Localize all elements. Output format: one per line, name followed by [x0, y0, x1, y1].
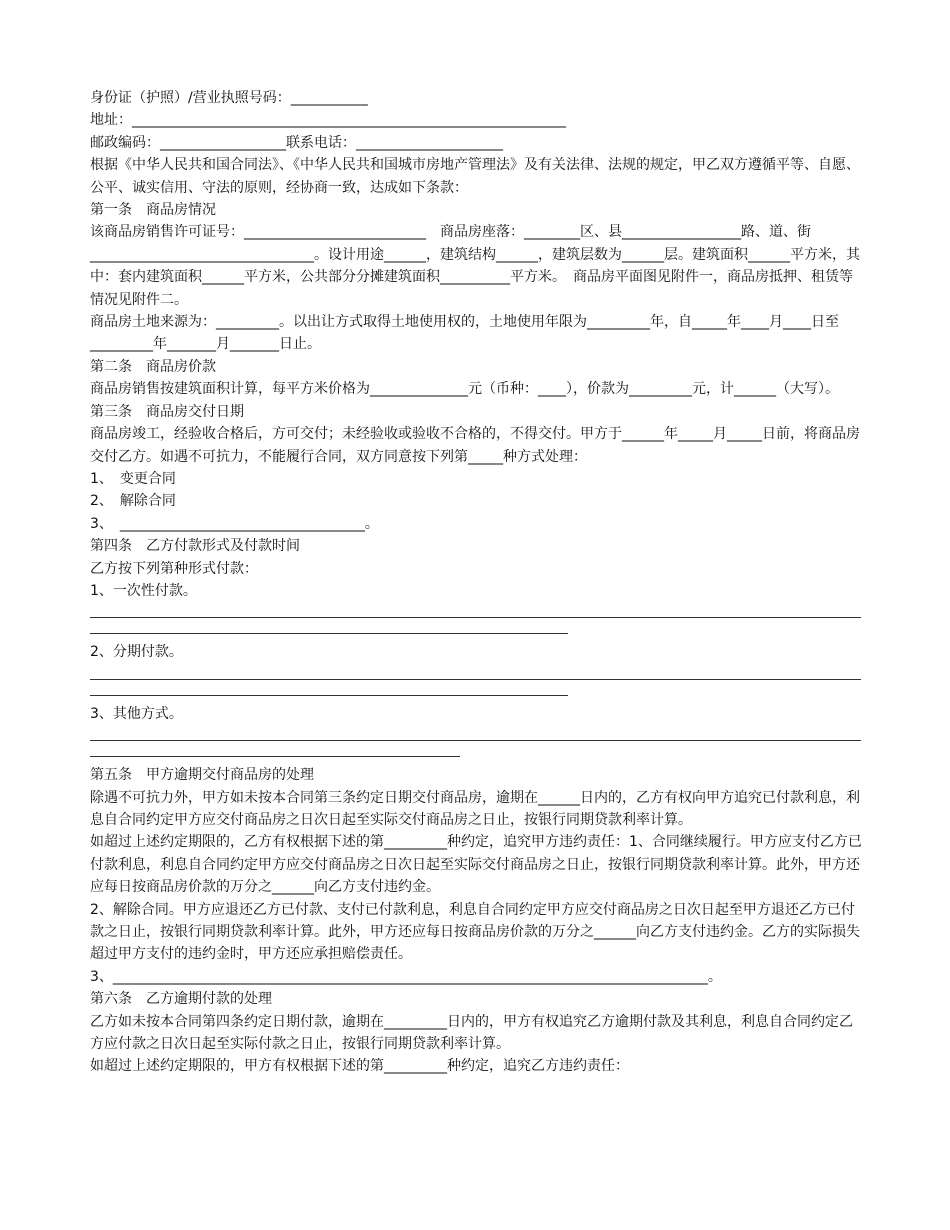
id-number-line: 身份证（护照）/营业执照号码：___________	[90, 90, 368, 106]
postcode-phone-line: 邮政编码：__________________联系电话：_____________________	[90, 134, 503, 151]
article-5-body: 除遇不可抗力外，甲方如未按本合同第三条约定日期交付商品房，逾期在______日内的，乙方有权向甲方追究已付款利息，利息自合同约定甲方应交付商品房之日次日起至实际交付商品房之日止，按银行同期贷款利率计算。	[90, 789, 860, 828]
payment-option-other: 3、其他方式。	[90, 705, 183, 722]
lump-sum-blank	[90, 602, 862, 634]
blank-line	[90, 618, 568, 634]
blank-line	[90, 725, 861, 741]
article-6-heading: 第六条 乙方逾期付款的处理	[90, 991, 272, 1008]
payment-option-installment: 2、分期付款。	[90, 644, 183, 661]
article-3-option-1: 1、 变更合同	[90, 470, 176, 487]
article-3-body: 商品房竣工，经验收合格后，方可交付；未经验收或验收不合格的，不得交付。甲方于______年_____月_____日前，将商品房交付乙方。如遇不可抗力，不能履行合同，双方同意按下列第_____种方式处理：	[90, 426, 860, 465]
article-6-overdue: 如超过上述约定期限的，甲方有权根据下述的第_________种约定，追究乙方违约责任：	[90, 1058, 629, 1075]
installment-blank	[90, 664, 862, 696]
article-6-body: 乙方如未按本合同第四条约定日期付款，逾期在_________日内的，甲方有权追究乙方逾期付款及其利息，利息自合同约定乙方应付款之日次日起至实际付款之日止，按银行同期贷款利率计算。	[90, 1013, 853, 1053]
article-1-body: 该商品房销售许可证号：__________________________ 商品房座落：________区、县_________________路、道、街________________________________。设计用途______，建筑结构______，建筑层数为______层。建筑面积______平方米，其中：套内建筑面积______平方米，公共部分分摊建筑面积__________平方米。 商品房平面图见附件一，商品房抵押、租赁等情况见附件二。	[90, 224, 860, 308]
other-blank	[90, 725, 862, 757]
article-4-intro: 乙方按下列第种形式付款：	[90, 560, 258, 577]
payment-option-lump-sum: 1、一次性付款。	[90, 582, 197, 599]
blank-line	[90, 680, 568, 696]
blank-line	[90, 602, 861, 618]
article-5-option-2: 2、解除合同。甲方应退还乙方已付款、支付已付款利息，利息自合同约定甲方应交付商品房之日次日起至甲方退还乙方已付款之日止，按银行同期贷款利率计算。此外，甲方还应每日按商品房价款的万分之______向乙方支付违约金。乙方的实际损失超过甲方支付的违约金时，甲方还应承担赔偿责任。	[90, 901, 860, 963]
blank-line	[90, 664, 861, 680]
article-3-option-2: 2、 解除合同	[90, 493, 176, 510]
blank-line	[90, 741, 460, 757]
address-line: 地址：______________________________________________________________	[90, 112, 566, 129]
article-5-heading: 第五条 甲方逾期交付商品房的处理	[90, 767, 314, 784]
article-2-body: 商品房销售按建筑面积计算，每平方米价格为______________元（币种：____），价款为_________元，计______（大写）。	[90, 381, 839, 398]
article-1-heading: 第一条 商品房情况	[90, 202, 216, 219]
article-2-heading: 第二条 商品房价款	[90, 358, 216, 375]
article-3-option-3: 3、 ___________________________________。	[90, 515, 379, 532]
article-5-option-1: 如超过上述约定期限的，乙方有权根据下述的第_________种约定，追究甲方违约责任：1、合同继续履行。甲方应支付乙方已付款利息，利息自合同约定甲方应交付商品房之日次日起至实际交付商品房之日止，按银行同期贷款利率计算。此外，甲方还应每日按商品房价款的万分之______向乙方支付违约金。	[90, 834, 862, 896]
contract-page	[90, 87, 862, 1078]
article-4-heading: 第四条 乙方付款形式及付款时间	[90, 538, 300, 555]
article-3-heading: 第三条 商品房交付日期	[90, 403, 244, 420]
article-5-option-3: 3、_____________________________________________________________________________________。	[90, 968, 722, 985]
article-1-land-source: 商品房土地来源为：_________。以出让方式取得土地使用权的，土地使用年限为_________年，自_____年____月____日至_________年_______月_______日止。	[90, 314, 839, 353]
preamble: 根据《中华人民共和国合同法》、《中华人民共和国城市房地产管理法》及有关法律、法规的规定，甲乙双方遵循平等、自愿、公平、诚实信用、守法的原则，经协商一致，达成如下条款：	[90, 157, 860, 196]
